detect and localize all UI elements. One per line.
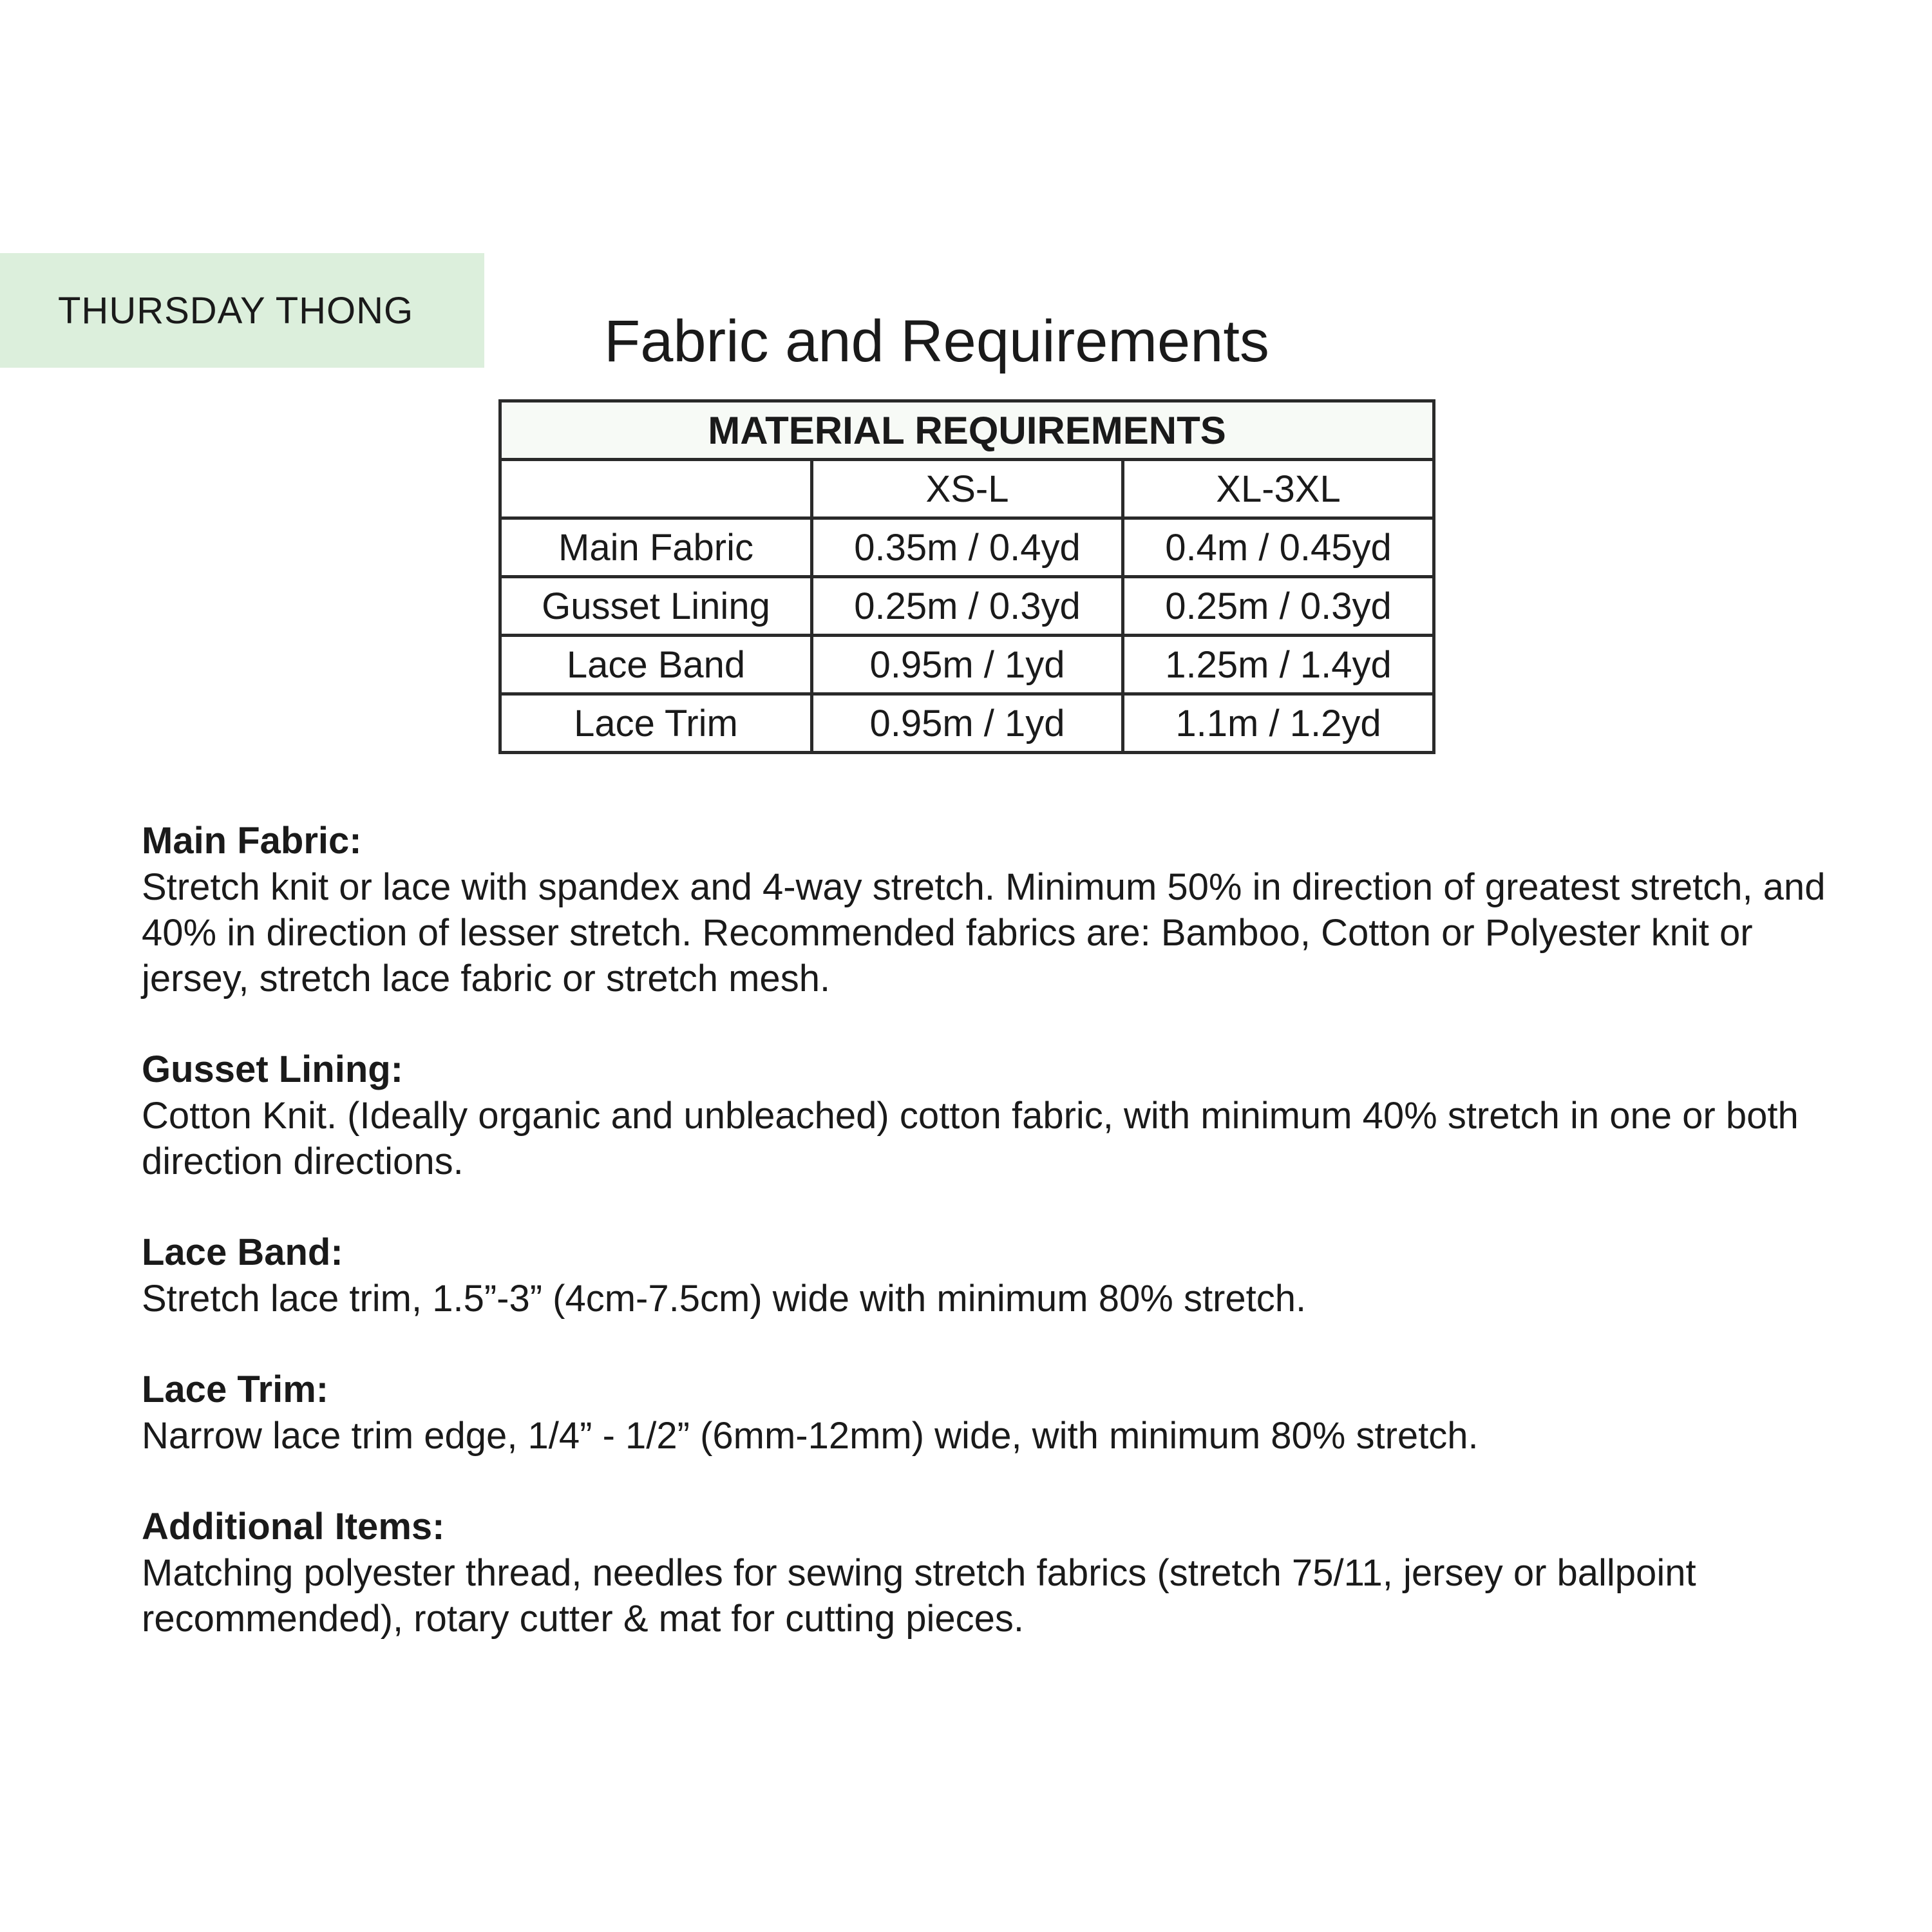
- table-header-empty: [500, 460, 812, 518]
- cell-xs-l: 0.25m / 0.3yd: [812, 577, 1123, 636]
- section-main-fabric: [142, 818, 1829, 1001]
- cell-xl-3xl: 0.25m / 0.3yd: [1123, 577, 1434, 636]
- table-header-xl-3xl: XL-3XL: [1123, 460, 1434, 518]
- section-heading: Main Fabric:: [142, 820, 362, 862]
- pattern-name: THURSDAY THONG: [58, 289, 414, 332]
- pattern-name-tag: [0, 253, 484, 368]
- section-heading: Lace Band:: [142, 1231, 343, 1273]
- cell-xs-l: 0.35m / 0.4yd: [812, 518, 1123, 577]
- cell-xl-3xl: 1.25m / 1.4yd: [1123, 636, 1434, 694]
- row-label: Main Fabric: [500, 518, 812, 577]
- section-body: Matching polyester thread, needles for sewing stretch fabrics (stretch 75/11, jersey or ballpoint recommended), rotary cutter & mat for cutting pieces.: [142, 1552, 1696, 1640]
- section-lace-band: [142, 1229, 1829, 1321]
- table-row: [500, 694, 1434, 753]
- row-label: Gusset Lining: [500, 577, 812, 636]
- material-requirements-table: [498, 399, 1435, 754]
- section-heading: Additional Items:: [142, 1506, 445, 1548]
- table-header-xs-l: XS-L: [812, 460, 1123, 518]
- table-row: [500, 518, 1434, 577]
- row-label: Lace Band: [500, 636, 812, 694]
- section-body: Narrow lace trim edge, 1/4” - 1/2” (6mm-12mm) wide, with minimum 80% stretch.: [142, 1415, 1479, 1457]
- section-additional-items: [142, 1504, 1829, 1642]
- section-body: Stretch lace trim, 1.5”-3” (4cm-7.5cm) wide with minimum 80% stretch.: [142, 1278, 1307, 1320]
- cell-xs-l: 0.95m / 1yd: [812, 636, 1123, 694]
- section-heading: Lace Trim:: [142, 1368, 329, 1410]
- cell-xs-l: 0.95m / 1yd: [812, 694, 1123, 753]
- section-gusset-lining: [142, 1046, 1829, 1184]
- cell-xl-3xl: 1.1m / 1.2yd: [1123, 694, 1434, 753]
- section-body: Cotton Knit. (Ideally organic and unbleached) cotton fabric, with minimum 40% stretch in one or both direction directions.: [142, 1095, 1799, 1182]
- table-row: [500, 577, 1434, 636]
- row-label: Lace Trim: [500, 694, 812, 753]
- page-title: Fabric and Requirements: [604, 308, 1269, 374]
- material-descriptions: [142, 818, 1829, 1687]
- section-body: Stretch knit or lace with spandex and 4-way stretch. Minimum 50% in direction of greatest stretch, and 40% in direction of lesser stretch. Recommended fabrics are: Bamboo, Cotton or Polyester knit or jersey, stretch lace fabric or stretch mesh.: [142, 866, 1826, 999]
- table-title: MATERIAL REQUIREMENTS: [500, 401, 1434, 460]
- table-header-row: [500, 460, 1434, 518]
- table-row: [500, 636, 1434, 694]
- cell-xl-3xl: 0.4m / 0.45yd: [1123, 518, 1434, 577]
- table-title-row: [500, 401, 1434, 460]
- section-heading: Gusset Lining:: [142, 1048, 403, 1090]
- section-lace-trim: [142, 1367, 1829, 1459]
